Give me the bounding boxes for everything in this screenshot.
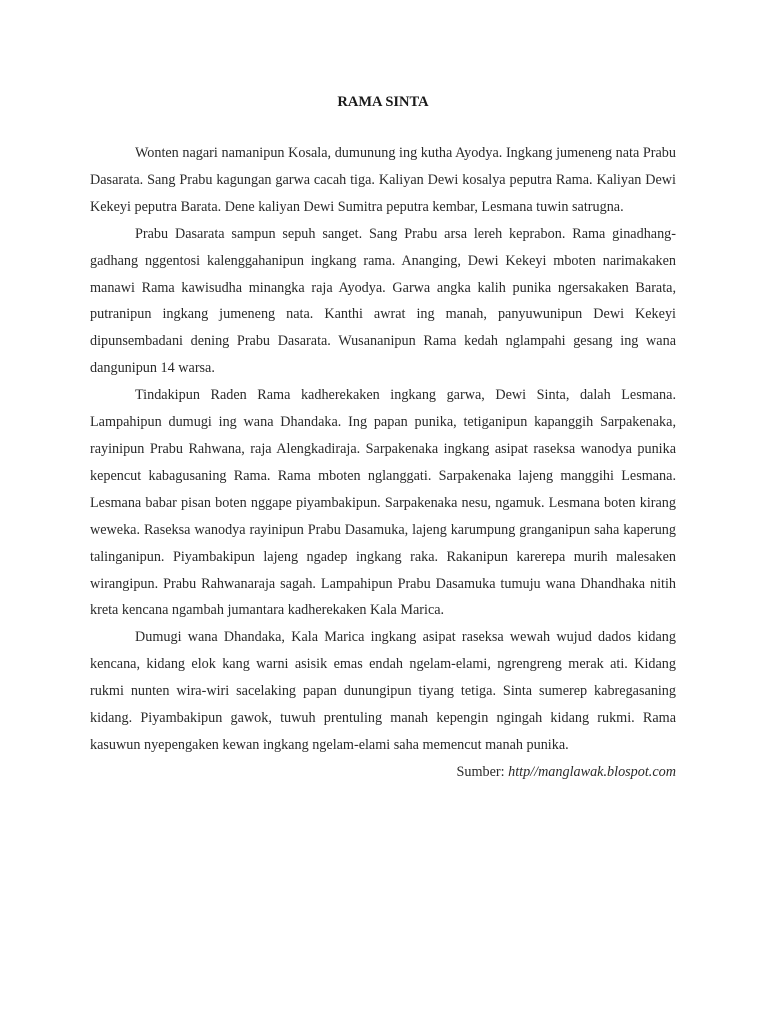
paragraph-2: Prabu Dasarata sampun sepuh sanget. Sang Prabu arsa lereh keprabon. Rama ginadhang-gadhang nggentosi kalenggahanipun ingkang rama. Ananging, Dewi Kekeyi mboten narimakaken manawi Rama kawisudha minangka raja Ayodya. Garwa angka kalih punika ngersakaken Barata, putranipun ingkang jumeneng nata. Kanthi awrat ing manah, panyuwunipun Dewi Kekeyi dipunsembadani dening Prabu Dasarata. Wusananipun Rama kedah nglampahi gesang ing wana dangunipun 14 warsa.	[90, 225, 676, 377]
document-title: RAMA SINTA	[337, 94, 429, 110]
source-citation	[90, 759, 676, 786]
paragraph-3: Tindakipun Raden Rama kadherekaken ingkang garwa, Dewi Sinta, dalah Lesmana. Lampahipun dumugi ing wana Dhandaka. Ing papan punika, tetiganipun kapanggih Sarpakenaka, rayinipun Prabu Rahwana, raja Alengkadiraja. Sarpakenaka ingkang asipat raseksa wanodya punika kepencut kabagusaning Rama. Rama mboten nglanggati. Sarpakenaka lajeng manggihi Lesmana. Lesmana babar pisan boten nggape piyambakipun. Sarpakenaka nesu, ngamuk. Lesmana boten kirang weweka. Raseksa wanodya rayinipun Prabu Dasamuka, lajeng karumpung granganipun saha kaperung talinganipun. Piyambakipun lajeng ngadep ingkang raka. Rakanipun karerepa murih malesaken wirangipun. Prabu Rahwanaraja sagah. Lampahipun Prabu Dasamuka tumuju wana Dhandhaka nitih kreta kencana ngambah jumantara kadherekaken Kala Marica.	[90, 387, 676, 619]
source-label: Sumber:	[456, 763, 505, 780]
document-body	[90, 92, 676, 786]
paragraph-4: Dumugi wana Dhandaka, Kala Marica ingkang asipat raseksa wewah wujud dados kidang kencana, kidang elok kang warni asisik emas endah ngelam-elami, ngrengreng merak ati. Kidang rukmi nunten wira-wiri sacelaking papan dunungipun tiyang tetiga. Sinta sumerep kabregasaning kidang. Piyambakipun gawok, tuwuh prentuling manah kepengin ngingah kidang rukmi. Rama kasuwun nyepengaken kewan ingkang ngelam-elami saha memencut manah punika.	[90, 629, 676, 753]
source-url: http//manglawak.blospot.com	[508, 763, 676, 780]
paragraph-1: Wonten nagari namanipun Kosala, dumunung ing kutha Ayodya. Ingkang jumeneng nata Prabu Dasarata. Sang Prabu kagungan garwa cacah tiga. Kaliyan Dewi kosalya peputra Rama. Kaliyan Dewi Kekeyi peputra Barata. Dene kaliyan Dewi Sumitra peputra kembar, Lesmana tuwin satrugna.	[90, 145, 676, 215]
